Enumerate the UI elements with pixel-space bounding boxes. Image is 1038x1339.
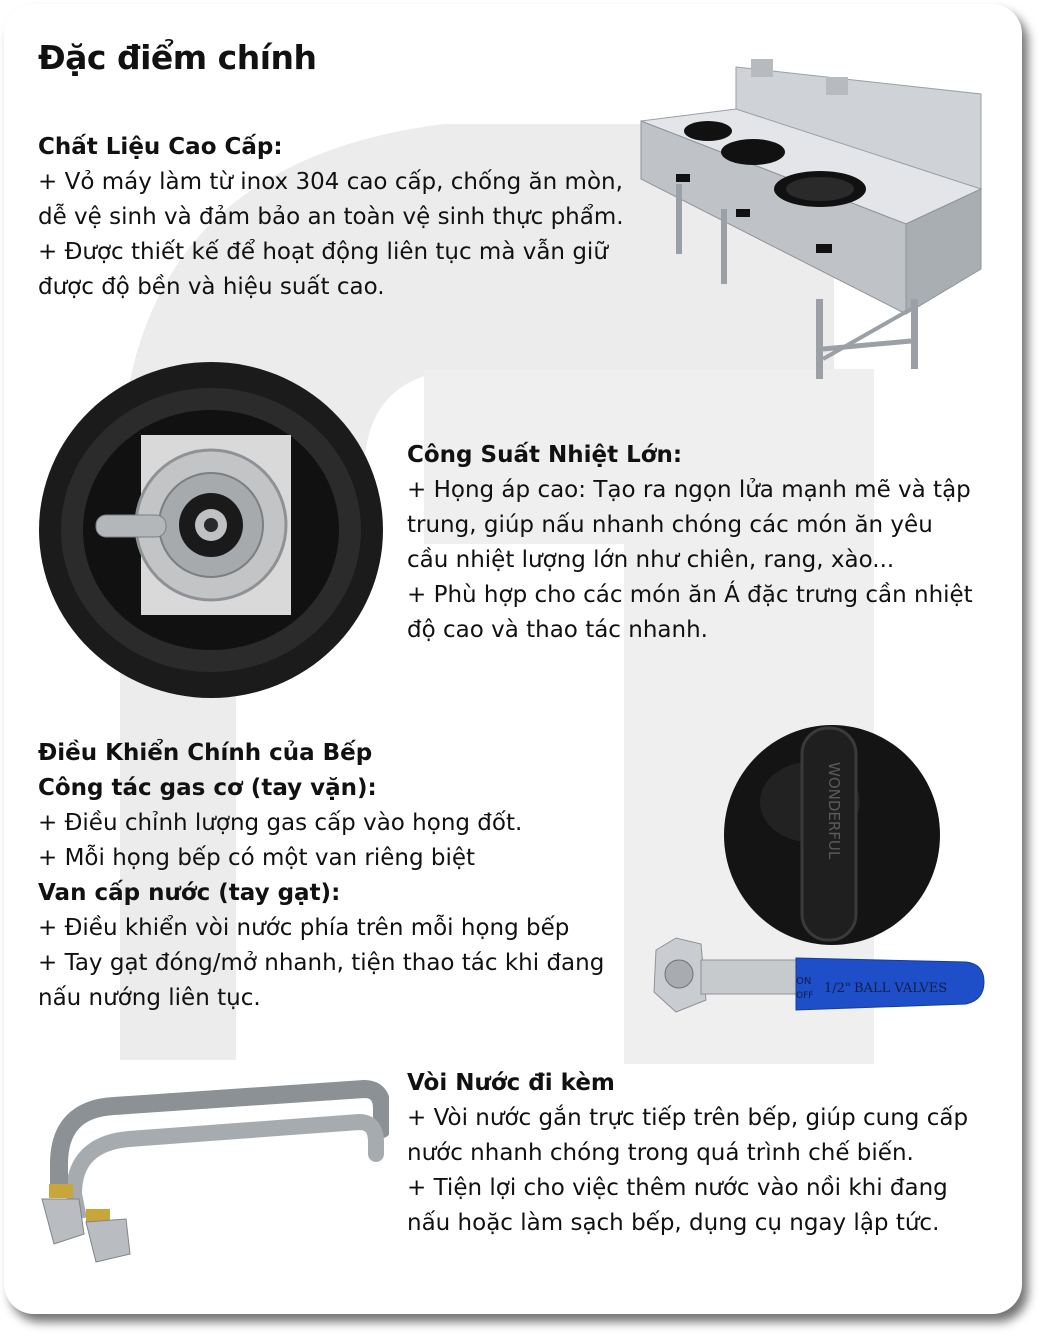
text-line: + Vỏ máy làm từ inox 304 cao cấp, chống ăn mòn, [38, 169, 623, 195]
text-line: độ cao và thao tác nhanh. [407, 617, 708, 643]
text-line: cầu nhiệt lượng lớn như chiên, rang, xào... [407, 547, 895, 573]
text-line: + Vòi nước gắn trực tiếp trên bếp, giúp cung cấp [407, 1105, 969, 1131]
text-line: được độ bền và hiệu suất cao. [38, 274, 385, 300]
stove-product-image [636, 59, 986, 389]
section-heading: Điều Khiển Chính của Bếp [38, 740, 373, 766]
ball-valve-image [646, 930, 986, 1020]
text-line: dễ vệ sinh và đảm bảo an toàn vệ sinh thực phẩm. [38, 204, 624, 230]
valve-off-text: OFF [796, 991, 814, 1001]
section-heading: Vòi Nước đi kèm [407, 1070, 615, 1096]
text-line: nấu hoặc làm sạch bếp, dụng cụ ngay lập tức. [407, 1210, 940, 1236]
gas-knob-image [722, 722, 942, 948]
section-controls [38, 736, 604, 1016]
section-material [38, 130, 624, 305]
subsection-heading: Van cấp nước (tay gạt): [38, 880, 341, 906]
faucet-image [34, 1044, 389, 1264]
feature-card [4, 4, 1022, 1314]
burner-image [36, 360, 386, 700]
text-line: + Mỗi họng bếp có một van riêng biệt [38, 845, 476, 871]
section-power [407, 438, 973, 648]
valve-label-text: BALL VALVES [854, 981, 948, 996]
text-line: trung, giúp nấu nhanh chóng các món ăn yêu [407, 512, 933, 538]
text-line: + Tiện lợi cho việc thêm nước vào nồi khi đang [407, 1175, 948, 1201]
section-heading: Chất Liệu Cao Cấp: [38, 134, 283, 160]
section-faucet [407, 1066, 968, 1241]
subsection-heading: Công tác gas cơ (tay vặn): [38, 775, 377, 801]
text-line: + Điều khiển vòi nước phía trên mỗi họng bếp [38, 915, 570, 941]
text-line: + Tay gạt đóng/mở nhanh, tiện thao tác khi đang [38, 950, 605, 976]
text-line: + Được thiết kế để hoạt động liên tục mà vẫn giữ [38, 239, 608, 265]
text-line: + Điều chỉnh lượng gas cấp vào họng đốt. [38, 810, 523, 836]
text-line: + Họng áp cao: Tạo ra ngọn lửa mạnh mẽ và tập [407, 477, 971, 503]
text-line: nấu nướng liên tục. [38, 985, 261, 1011]
knob-brand-text: WONDERFUL [825, 762, 843, 860]
text-line: nước nhanh chóng trong quá trình chế biến. [407, 1140, 914, 1166]
valve-on-text: ON [796, 976, 812, 987]
text-line: + Phù hợp cho các món ăn Á đặc trưng cần nhiệt [407, 582, 973, 608]
page-title: Đặc điểm chính [38, 38, 317, 77]
section-heading: Công Suất Nhiệt Lớn: [407, 442, 683, 468]
valve-size-text: 1/2" [824, 981, 851, 996]
